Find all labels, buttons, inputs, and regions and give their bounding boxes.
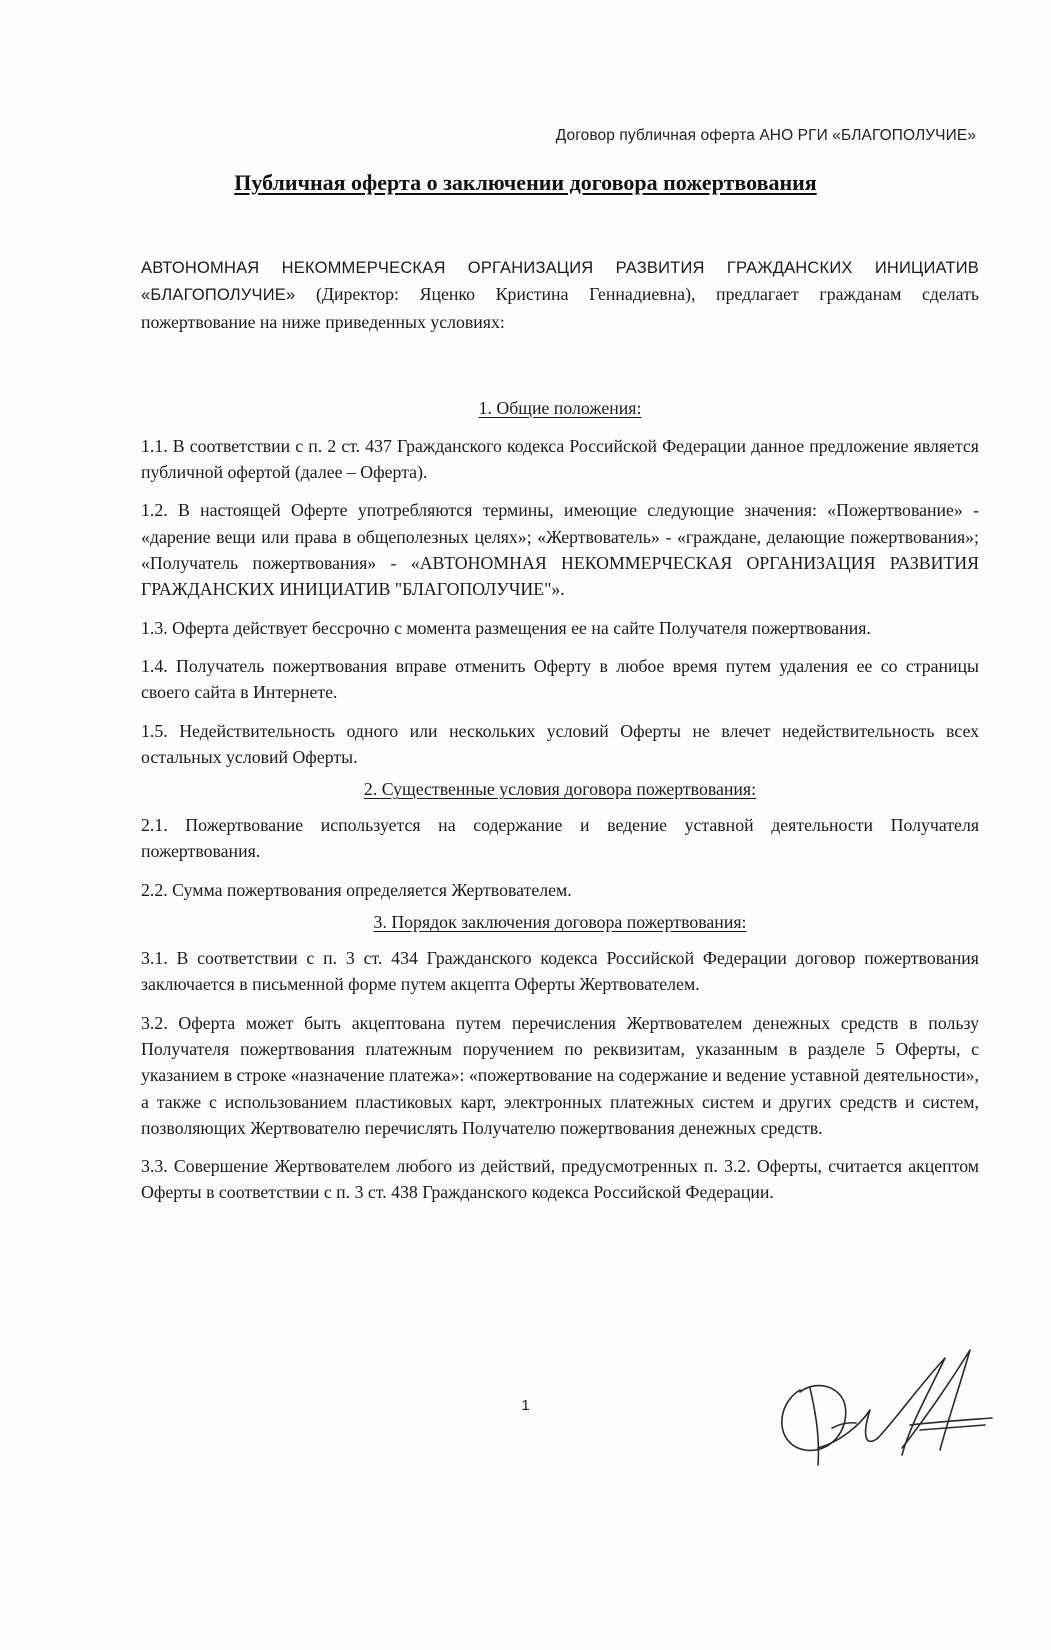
section-heading: 1. Общие положения: [478, 397, 642, 418]
running-header: Договор публичная оферта АНО РГИ «БЛАГОПОЛУЧИЕ» [555, 127, 976, 144]
clause-3-2: 3.2. Оферта может быть акцептована путем перечисления Жертвователем денежных средств в пользу Получателя пожертвования платежным поручением по реквизитам, указанным в разделе 5 Оферты, с указанием в строке «назначение платежа»: «пожертвование на содержание и ведение уставной деятельности», а также с использованием пластиковых карт, электронных платежных систем и других средств и систем, позволяющих Жертвователю перечислять Получателю пожертвования денежных средств. [141, 1012, 979, 1138]
section-general-provisions [141, 395, 979, 770]
section-essential-terms [141, 776, 979, 903]
document-body [141, 254, 979, 1218]
section-heading: 3. Порядок заключения договора пожертвования: [373, 912, 747, 933]
intro-paragraph [141, 254, 979, 335]
section-heading: 2. Существенные условия договора пожертвования: [363, 779, 757, 800]
clause-1-2: 1.2. В настоящей Оферте употребляются термины, имеющие следующие значения: «Пожертвование» - «дарение вещи или права в общеполезных целях»; «Жертвователь» - «граждане, делающие пожертвования»; «Получатель пожертвования» - «АВТОНОМНАЯ НЕКОММЕРЧЕСКАЯ ОРГАНИЗАЦИЯ РАЗВИТИЯ ГРАЖДАНСКИХ ИНИЦИАТИВ "БЛАГОПОЛУЧИЕ"». [141, 500, 979, 600]
clause-2-2: 2.2. Сумма пожертвования определяется Жертвователем. [141, 879, 572, 900]
intro-text: (Директор: Яценко Кристина Геннадиевна), предлагает гражданам сделать пожертвование на ниже приведенных условиях: [141, 284, 979, 332]
clause-3-3: 3.3. Совершение Жертвователем любого из действий, предусмотренных п. 3.2. Оферты, считается акцептом Оферты в соответствии с п. 3 ст. 438 Гражданского кодекса Российской Федерации. [141, 1156, 979, 1203]
clause-1-4: 1.4. Получатель пожертвования вправе отменить Оферту в любое время путем удаления ее со страницы своего сайта в Интернете. [141, 655, 979, 703]
page-number: 1 [521, 1397, 530, 1414]
clause-3-1: 3.1. В соответствии с п. 3 ст. 434 Гражданского кодекса Российской Федерации договор пожертвования заключается в письменной форме путем акцепта Оферты Жертвователем. [141, 948, 979, 995]
document-title: Публичная оферта о заключении договора пожертвования [234, 170, 817, 195]
clause-1-5: 1.5. Недействительность одного или нескольких условий Оферты не влечет недействительность всех остальных условий Оферты. [141, 720, 979, 767]
handwritten-signature [770, 1330, 1000, 1480]
organization-name: АВТОНОМНАЯ НЕКОММЕРЧЕСКАЯ ОРГАНИЗАЦИЯ РАЗВИТИЯ ГРАЖДАНСКИХ ИНИЦИАТИВ «БЛАГОПОЛУЧИЕ» [141, 259, 979, 305]
clause-1-1: 1.1. В соответствии с п. 2 ст. 437 Гражданского кодекса Российской Федерации данное предложение является публичной офертой (далее – Оферта). [141, 435, 979, 483]
section-conclusion-procedure [141, 909, 979, 1206]
clause-2-1: 2.1. Пожертвование используется на содержание и ведение уставной деятельности Получателя пожертвования. [141, 815, 979, 862]
clause-1-3: 1.3. Оферта действует бессрочно с момента размещения ее на сайте Получателя пожертвования. [141, 617, 871, 638]
